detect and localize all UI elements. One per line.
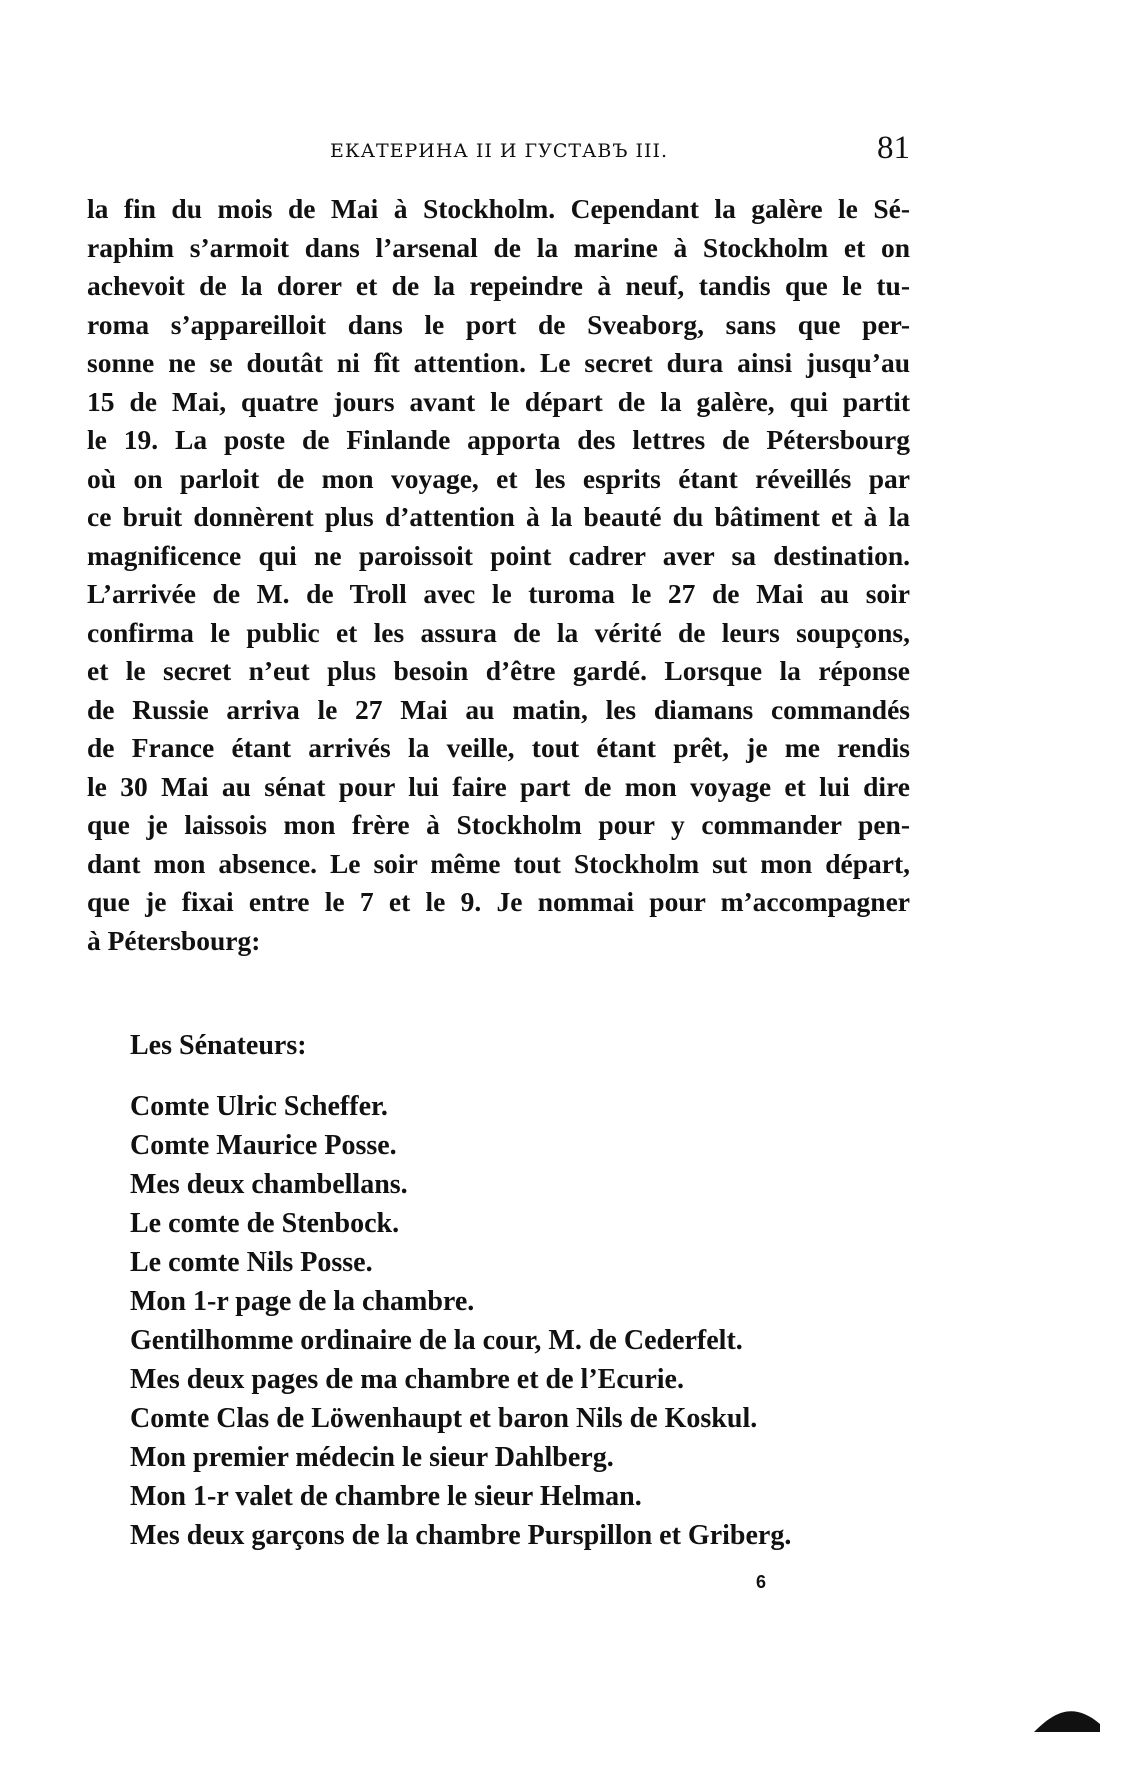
text-line: le 30 Mai au sénat pour lui faire part de mon voyage et lui dire <box>87 770 910 802</box>
list-item: Comte Maurice Posse. <box>130 1130 397 1161</box>
text-line: sonne ne se doutât ni fît attention. Le secret dura ainsi jusqu’au <box>87 347 910 378</box>
list-item: Le comte Nils Posse. <box>130 1247 373 1278</box>
list-item: Gentilhomme ordinaire de la cour, M. de Cederfelt. <box>130 1325 743 1356</box>
text-line: où on parloit de mon voyage, et les esprits étant réveillés par <box>87 462 910 494</box>
text-line: achevoit de la dorer et de la repeindre à neuf, tandis que le tu- <box>87 270 910 301</box>
text-line: de France étant arrivés la veille, tout étant prêt, je me rendis <box>87 732 910 763</box>
text-line: ce bruit donnèrent plus d’attention à la beauté du bâtiment et à la <box>87 501 910 532</box>
text-line: 15 de Mai, quatre jours avant le départ de la galère, qui partit <box>87 385 910 417</box>
text-line: confirma le public et les assura de la vérité de leurs soupçons, <box>87 616 910 648</box>
text-line: le 19. La poste de Finlande apporta des lettres de Pétersbourg <box>87 424 910 455</box>
list-item: Mes deux chambellans. <box>130 1169 408 1200</box>
list-item: Mon premier médecin le sieur Dahlberg. <box>130 1442 614 1473</box>
text-line: que je laissois mon frère à Stockholm pour y commander pen- <box>87 809 910 840</box>
text-line: raphim s’armoit dans l’arsenal de la marine à Stockholm et on <box>87 231 910 263</box>
text-line: L’arrivée de M. de Troll avec le turoma le 27 de Mai au soir <box>87 578 910 609</box>
text-line: dant mon absence. Le soir même tout Stockholm sut mon départ, <box>87 847 910 879</box>
text-line: que je fixai entre le 7 et le 9. Je nommai pour m’accompagner <box>87 886 910 917</box>
list-item: Mes deux pages de ma chambre et de l’Ecurie. <box>130 1364 684 1395</box>
text-line: roma s’appareilloit dans le port de Sveaborg, sans que per- <box>87 308 910 340</box>
list-heading: Les Sénateurs: <box>130 1030 307 1061</box>
text-line: de Russie arriva le 27 Mai au matin, les diamans commandés <box>87 693 910 725</box>
text-line: la fin du mois de Mai à Stockholm. Cependant la galère le Sé- <box>87 193 910 224</box>
list-item: Mes deux garçons de la chambre Purspillon et Griberg. <box>130 1520 792 1551</box>
text-line: à Pétersbourg: <box>87 924 261 956</box>
list-item: Comte Clas de Löwenhaupt et baron Nils de Koskul. <box>130 1403 758 1434</box>
page-number: 81 <box>877 130 910 166</box>
signature-mark: 6 <box>756 1572 767 1592</box>
body-paragraph <box>87 190 910 960</box>
list-item: Comte Ulric Scheffer. <box>130 1091 388 1122</box>
list-item: Mon 1-r valet de chambre le sieur Helman. <box>130 1481 642 1512</box>
list-item: Mon 1-r page de la chambre. <box>130 1286 475 1317</box>
running-title: ЕКАТЕРИНА II И ГУСТАВЪ III. <box>330 140 669 162</box>
list-item: Le comte de Stenbock. <box>130 1208 400 1239</box>
text-line: et le secret n’eut plus besoin d’être gardé. Lorsque la réponse <box>87 655 910 686</box>
companion-list <box>130 1087 791 1555</box>
text-line: magnificence qui ne paroissoit point cadrer aver sa destination. <box>87 539 910 571</box>
page-edge-shadow <box>1032 1694 1102 1734</box>
